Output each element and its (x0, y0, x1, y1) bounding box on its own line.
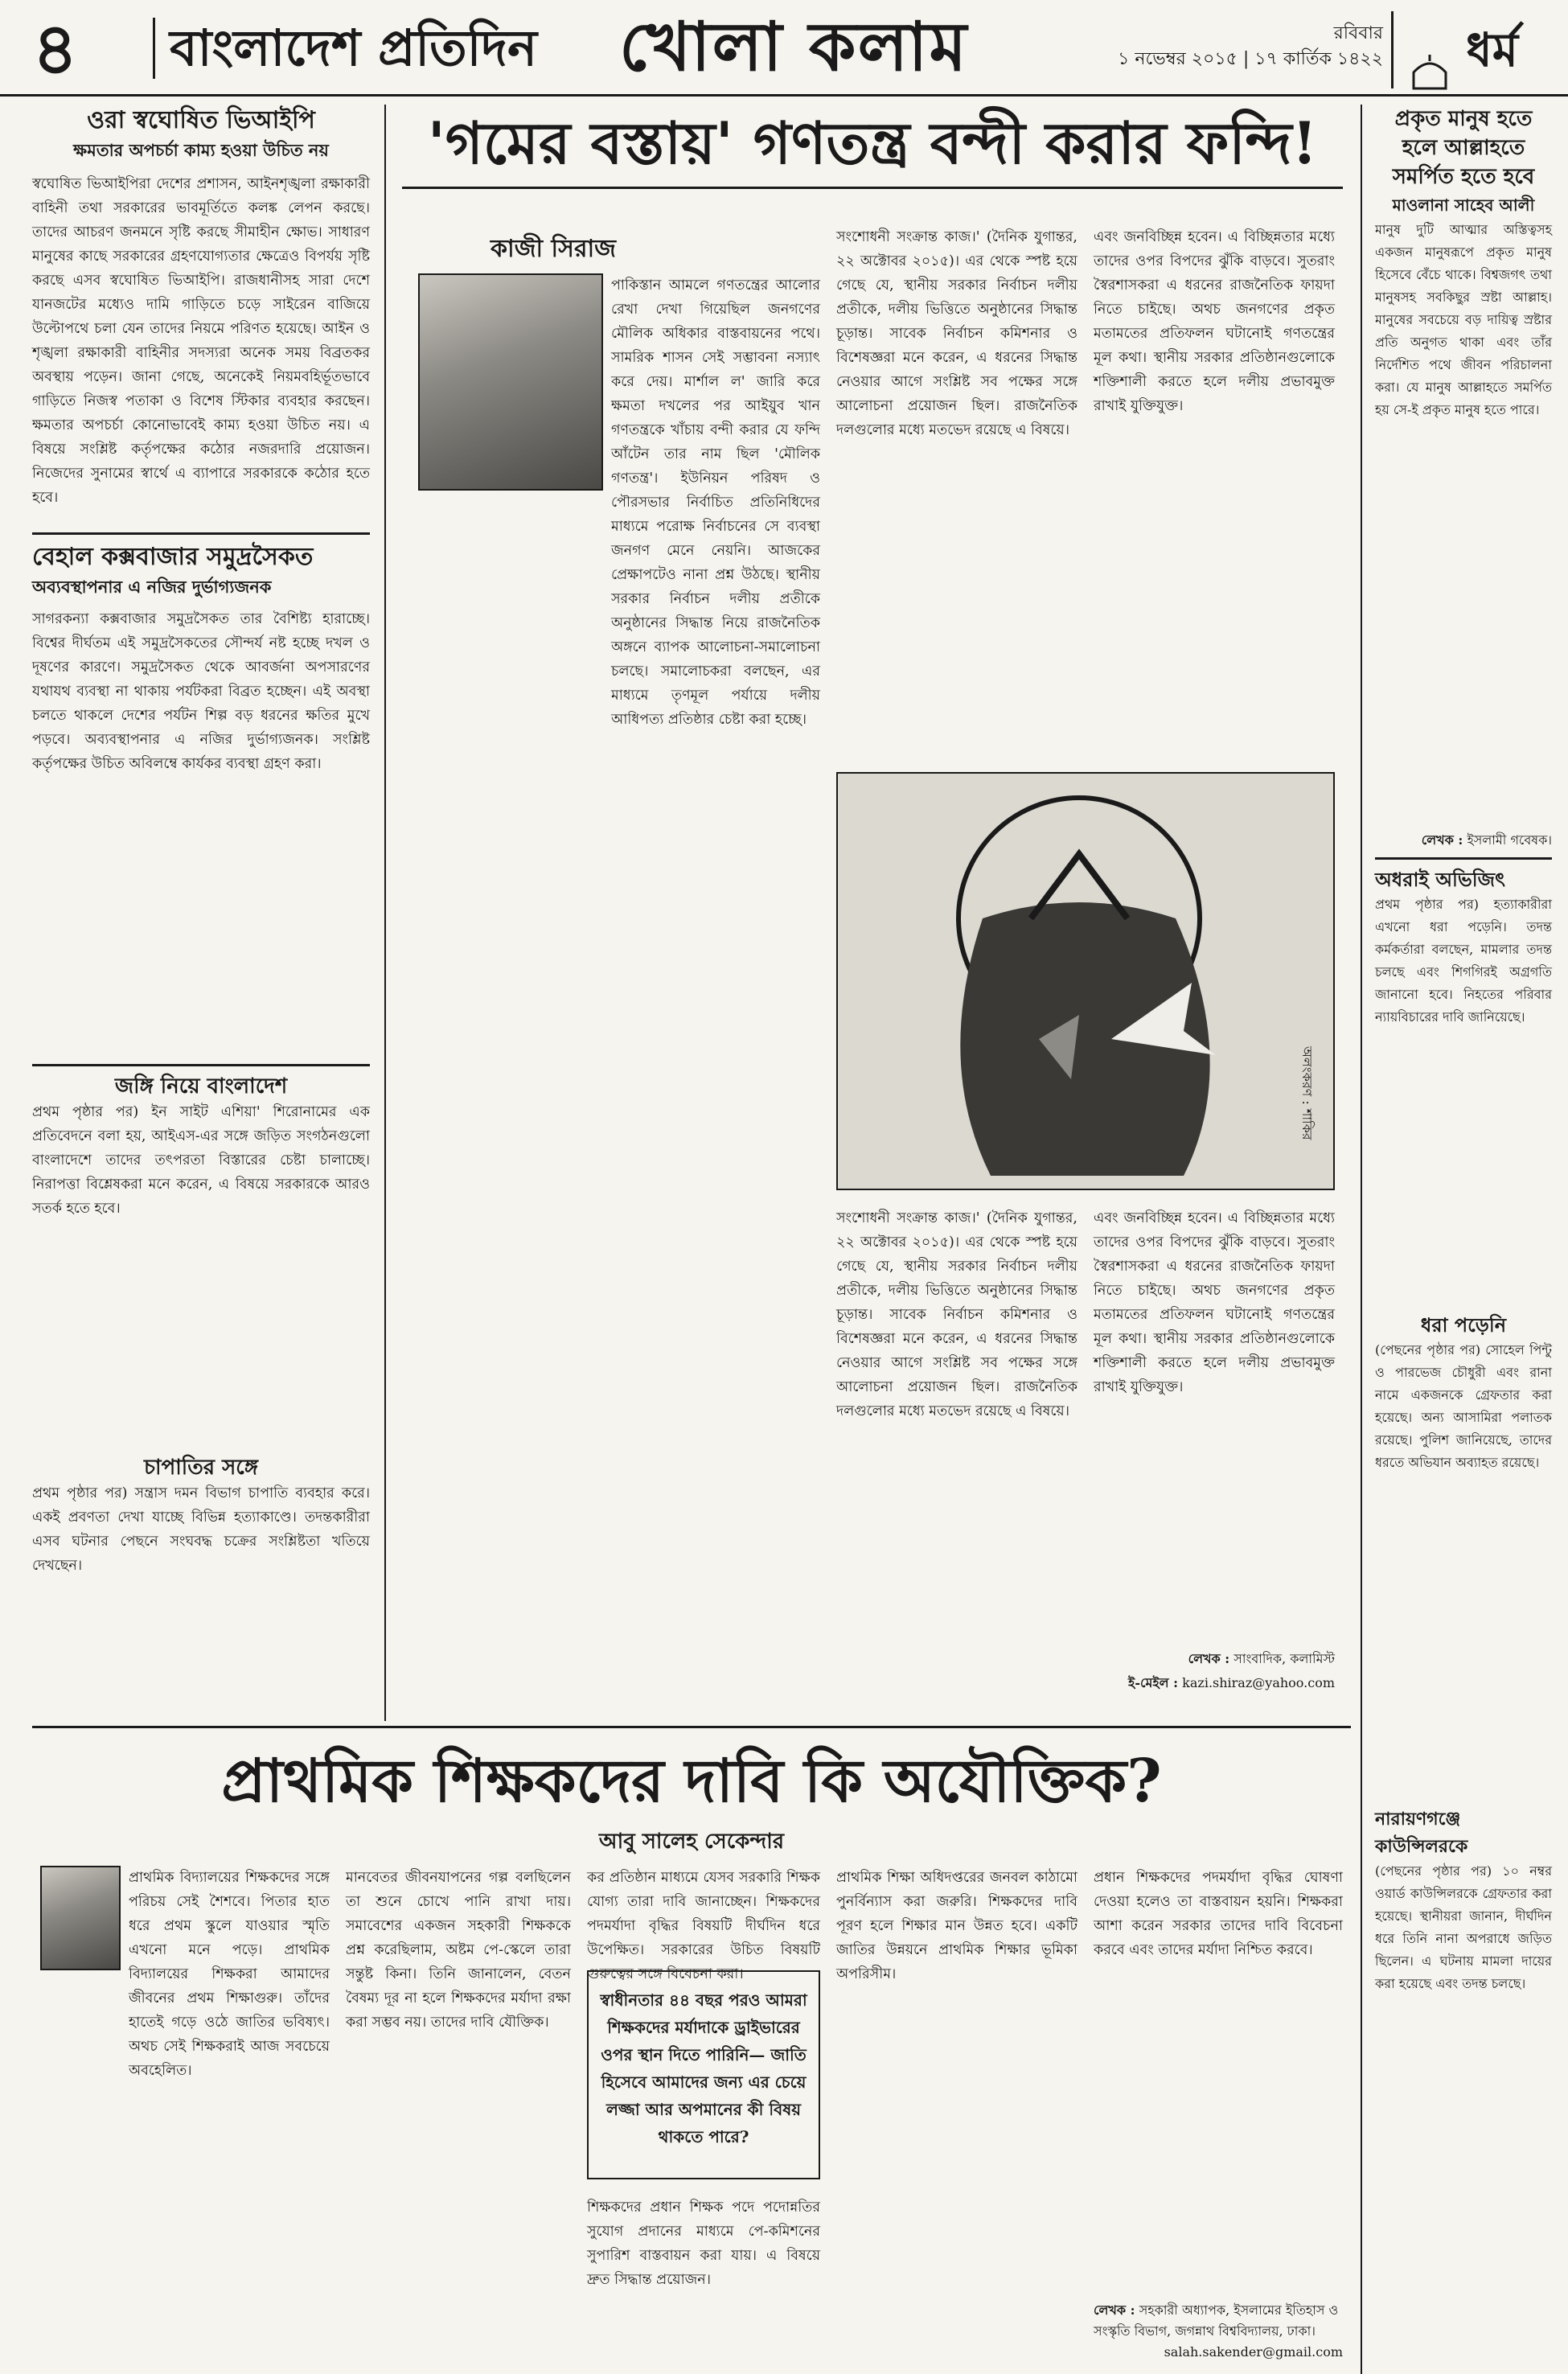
article-body: (পেছনের পৃষ্ঠার পর) ১০ নম্বর ওয়ার্ড কাউন্সিলরকে গ্রেফতার করা হয়েছে। স্থানীয়রা জানান, দীর্ঘদিন ধরে তিনি নানা অপরাধে জড়িত ছিলেন। এ ঘটনায় মামলা দায়ের করা হয়েছে এবং তদন্ত চলছে। (1375, 1863, 1552, 1991)
bottom-article (32, 1737, 1351, 2364)
article-body: কর প্রতিষ্ঠান মাধ্যমে যেসব সরকারি শিক্ষক যোগ্য তারা দাবি জানাচ্ছেন। শিক্ষকদের পদমর্যাদা বৃদ্ধির বিষয়টি দীর্ঘদিন ধরে উপেক্ষিত। সরকারের উচিত বিষয়টি গুরুত্বের সঙ্গে বিবেচনা করা। (587, 1870, 820, 1982)
article-body: মানুষ দুটি আত্মার অস্তিত্বসহ একজন মানুষরূপে প্রকৃত মানুষ হিসেবে বেঁচে থাকে। বিশ্বজগৎ তথা মানুষসহ সবকিছুর স্রষ্টা আল্লাহ। মানুষের সবচেয়ে বড় দায়িত্ব স্রষ্টার প্রতি অনুগত থাকা এবং তাঁর নির্দেশিত পথে জীবন পরিচালনা করা। যে মানুষ আল্লাহতে সমর্পিত হয় সে-ই প্রকৃত মানুষ হতে পারে। (1375, 222, 1552, 417)
newspaper-name: বাংলাদেশ প্রতিদিন (153, 18, 537, 79)
masthead (0, 0, 1568, 97)
author-footer-text: সহকারী অধ্যাপক, ইসলামের ইতিহাস ও সংস্কৃতি বিভাগ, জগন্নাথ বিশ্ববিদ্যালয়, ঢাকা। (1094, 2302, 1339, 2339)
author-footer (1375, 830, 1552, 851)
author-footer-label: লেখক : (1188, 1651, 1230, 1666)
day-label: রবিবার (1333, 23, 1383, 43)
author-footer-label: লেখক : (1421, 832, 1463, 848)
right-column (1375, 105, 1552, 2356)
article-body: পাকিস্তান আমলে গণতন্ত্রের আলোর রেখা দেখা গিয়েছিল জনগণের মৌলিক অধিকার বাস্তবায়নের পথে। সামরিক শাসন সেই সম্ভাবনা নস্যাৎ করে দেয়। মার্শাল ল' জারি করে ক্ষমতা দখলের পর আইয়ুব খান গণতন্ত্রকে খাঁচায় বন্দী করার যে ফন্দি আঁটেন তার নাম ছিল 'মৌলিক গণতন্ত্র'। ইউনিয়ন পরিষদ ও পৌরসভার নির্বাচিত প্রতিনিধিদের মাধ্যমে পরোক্ষ নির্বাচনের সে ব্যবস্থা জনগণ মেনে নেয়নি। আজকের প্রেক্ষাপটেও নানা প্রশ্ন উঠছে। স্থানীয় সরকার নির্বাচন দলীয় প্রতীকে অনুষ্ঠানের সিদ্ধান্ত নিয়ে রাজনৈতিক অঙ্গনে ব্যাপক আলোচনা-সমালোচনা চলছে। সমালোচকরা বলছেন, এর মাধ্যমে তৃণমূল পর্যায়ে দলীয় আধিপত্য প্রতিষ্ঠার চেষ্টা করা হচ্ছে। (611, 277, 820, 728)
divider (402, 187, 1343, 189)
section-brand (1391, 11, 1552, 88)
author-footer-text: ইসলামী গবেষক। (1467, 832, 1552, 848)
author-photo (40, 1866, 121, 1970)
divider (32, 1064, 370, 1066)
author-email[interactable]: salah.sakender@gmail.com (1164, 2344, 1343, 2360)
illustration-caption: অলংকরণ : শাকির (1299, 1046, 1315, 1140)
date-label: ১ নভেম্বর ২০১৫ | ১৭ কার্তিক ১৪২২ (1118, 49, 1383, 69)
article-author: আবু সালেহ সেকেন্দার (598, 1830, 785, 1854)
email-line (1029, 1673, 1335, 1694)
left-column (32, 105, 370, 1721)
article-body: প্রাথমিক শিক্ষা অধিদপ্তরের জনবল কাঠামো পুনর্বিন্যাস করা জরুরি। শিক্ষকদের দাবি পূরণ হলে শিক্ষার মান উন্নত হবে। একটি জাতির উন্নয়নে প্রাথমিক শিক্ষার ভূমিকা অপরিসীম। (836, 1870, 1077, 1982)
article-subtitle: অব্যবস্থাপনার এ নজির দুর্ভাগ্যজনক (32, 577, 272, 597)
divider (32, 532, 370, 535)
article-body: শিক্ষকদের প্রধান শিক্ষক পদে পদোন্নতির সুযোগ প্রদানের মাধ্যমে পে-কমিশনের সুপারিশ বাস্তবায়ন করা যায়। এ বিষয়ে দ্রুত সিদ্ধান্ত প্রয়োজন। (587, 2199, 820, 2288)
column-divider (1361, 105, 1362, 2374)
author-footer-text: সাংবাদিক, কলামিস্ট (1233, 1651, 1335, 1666)
column-divider (384, 105, 386, 1721)
main-article (402, 105, 1343, 1721)
article-title: নারায়ণগঞ্জে কাউন্সিলরকে (1375, 1809, 1468, 1857)
article-body: এবং জনবিচ্ছিন্ন হবেন। এ বিচ্ছিন্নতার মধ্যে তাদের ওপর বিপদের ঝুঁকি বাড়বে। সুতরাং স্বৈরশাসকরা এ ধরনের রাজনৈতিক ফায়দা নিতে চাইছে। অথচ জনগণের প্রকৃত মতামতের প্রতিফলন ঘটানোই গণতন্ত্রের মূল কথা। স্থানীয় সরকার প্রতিষ্ঠানগুলোকে শক্তিশালী করতে হলে দলীয় প্রভাবমুক্ত রাখাই যুক্তিযুক্ত। (1094, 1210, 1335, 1395)
illustration (836, 772, 1335, 1190)
article-title: অধরাই অভিজিৎ (1375, 868, 1505, 891)
article-body: সাগরকন্যা কক্সবাজার সমুদ্রসৈকত তার বৈশিষ্ট্য হারাচ্ছে। বিশ্বের দীর্ঘতম এই সমুদ্রসৈকতের সৌন্দর্য নষ্ট হচ্ছে দখল ও দূষণের কারণে। সমুদ্রসৈকত থেকে আবর্জনা অপসারণের যথাযথ ব্যবস্থা না থাকায় পর্যটকরা বিব্রত হচ্ছেন। এই অবস্থা চলতে থাকলে দেশের পর্যটন শিল্প বড় ধরনের ক্ষতির মুখে পড়বে। অব্যবস্থাপনার এ নজির দুর্ভাগ্যজনক। সংশ্লিষ্ট কর্তৃপক্ষের উচিত অবিলম্বে কার্যকর ব্যবস্থা গ্রহণ করা। (32, 611, 370, 772)
article-body: (পেছনের পৃষ্ঠার পর) সোহেল পিন্টু ও পারভেজ চৌধুরী এবং রানা নামে একজনকে গ্রেফতার করা হয়েছে। অন্য আসামিরা পলাতক রয়েছে। পুলিশ জানিয়েছে, তাদের ধরতে অভিযান অব্যাহত রয়েছে। (1375, 1342, 1552, 1470)
bottom-headline: প্রাথমিক শিক্ষকদের দাবি কি অযৌক্তিক? (221, 1747, 1162, 1816)
article-body: প্রথম পৃষ্ঠার পর) হত্যাকারীরা এখনো ধরা পড়েনি। তদন্ত কর্মকর্তারা বলছেন, মামলার তদন্ত চলছে এবং শিগগিরই অগ্রগতি জানানো হবে। নিহতের পরিবার ন্যায়বিচারের দাবি জানিয়েছে। (1375, 897, 1552, 1025)
author-footer-label: লেখক : (1094, 2302, 1135, 2318)
article-body: মানবেতর জীবনযাপনের গল্প বলছিলেন তা শুনে চোখে পানি রাখা দায়। সমাবেশের একজন সহকারী শিক্ষককে প্রশ্ন করেছিলাম, অষ্টম পে-স্কেলে তারা সন্তুষ্ট কিনা। তিনি জানালেন, বেতন বৈষম্য দূর না হলে শিক্ষকদের মর্যাদা রক্ষা করা সম্ভব নয়। তাদের দাবি যৌক্তিক। (346, 1870, 571, 2031)
article-body: প্রাথমিক বিদ্যালয়ের শিক্ষকদের সঙ্গে পরিচয় সেই শৈশবে। পিতার হাত ধরে প্রথম স্কুলে যাওয়ার স্মৃতি এখনো মনে পড়ে। প্রাথমিক বিদ্যালয়ের শিক্ষকরা আমাদের জীবনের প্রথম শিক্ষাগুরু। তাঁদের হাতেই গড়ে ওঠে জাতির ভবিষ্যৎ। অথচ সেই শিক্ষকরাই আজ সবচেয়ে অবহেলিত। (129, 1870, 330, 2079)
article-body: প্রথম পৃষ্ঠার পর) সন্ত্রাস দমন বিভাগ চাপাতি ব্যবহার করে। একই প্রবণতা দেখা যাচ্ছে বিভিন্ন হত্যাকাণ্ডে। তদন্তকারীরা এসব ঘটনার পেছনে সংঘবদ্ধ চক্রের সংশ্লিষ্টতা খতিয়ে দেখছেন। (32, 1485, 370, 1574)
divider (1375, 857, 1552, 860)
article-subtitle: ক্ষমতার অপচর্চা কাম্য হওয়া উচিত নয় (73, 140, 329, 160)
article-body: স্বঘোষিত ভিআইপিরা দেশের প্রশাসন, আইনশৃঙ্খলা রক্ষাকারী বাহিনী তথা সরকারের ভাবমূর্তিতে কলঙ্ক লেপন করছে। তাদের আচরণ জনমনে সৃষ্টি করছে সীমাহীন ক্ষোভ। সাধারণ মানুষের কাছে সরকারের গ্রহণযোগ্যতার ক্ষেত্রেও বিপর্যয় সৃষ্টি করছে এসব স্বঘোষিত ভিআইপি। রাজধানীসহ সারা দেশে যানজটের মধ্যেও দামি গাড়িতে চড়ে সাইরেন বাজিয়ে উল্টোপথে চলা যেন তাদের নিয়মে পরিণত হয়েছে। আইন ও শৃঙ্খলা রক্ষাকারী বাহিনীর সদস্যরা অনেক সময় বিব্রতকর অবস্থায় পড়েন। জানা গেছে, অনেকেই নিয়মবহির্ভূতভাবে গাড়িতে নিজস্ব পতাকা ও বিশেষ স্টিকার ব্যবহার করছেন। ক্ষমতার অপচর্চা কোনোভাবেই কাম্য হওয়া উচিত নয়। এ বিষয়ে সংশ্লিষ্ট কর্তৃপক্ষের কঠোর নজরদারি প্রয়োজন। নিজেদের সুনামের স্বার্থে এ ব্যাপারে সরকারকে কঠোর হতে হবে। (32, 176, 370, 506)
article-author: কাজী সিরাজ (491, 235, 616, 263)
article-title: ধরা পড়েনি (1420, 1313, 1507, 1337)
article-body: সংশোধনী সংক্রান্ত কাজ।' (দৈনিক যুগান্তর, ২২ অক্টোবর ২০১৫)। এর থেকে স্পষ্ট হয়ে গেছে যে, স্থানীয় সরকার নির্বাচন দলীয় প্রতীকে, দলীয় ভিত্তিতে অনুষ্ঠানের সিদ্ধান্ত চূড়ান্ত। সাবেক নির্বাচন কমিশনার ও বিশেষজ্ঞরা মনে করেন, এ ধরনের সিদ্ধান্ত নেওয়ার আগে সংশ্লিষ্ট সব পক্ষের সঙ্গে আলোচনা প্রয়োজন ছিল। রাজনৈতিক দলগুলোর মধ্যে মতভেদ রয়েছে এ বিষয়ে। (836, 1210, 1077, 1419)
article-title: ওরা স্বঘোষিত ভিআইপি (87, 106, 315, 134)
page-number: ৪ (32, 6, 79, 90)
article-author: মাওলানা সাহেব আলী (1392, 195, 1535, 215)
author-footer (1094, 2300, 1343, 2342)
author-footer (1094, 1649, 1335, 1670)
article-title: বেহাল কক্সবাজার সমুদ্রসৈকত (32, 543, 314, 571)
pull-quote: স্বাধীনতার ৪৪ বছর পরও আমরা শিক্ষকদের মর্যাদাকে ড্রাইভারের ওপর স্থান দিতে পারিনি— জাতি হিসেবে আমাদের জন্য এর চেয়ে লজ্জা আর অপমানের কী বিষয় থাকতে পারে? (587, 1970, 820, 2179)
divider (32, 1726, 1351, 1728)
article-body: সংশোধনী সংক্রান্ত কাজ।' (দৈনিক যুগান্তর, ২২ অক্টোবর ২০১৫)। এর থেকে স্পষ্ট হয়ে গেছে যে, স্থানীয় সরকার নির্বাচন দলীয় প্রতীকে, দলীয় ভিত্তিতে অনুষ্ঠানের সিদ্ধান্ত চূড়ান্ত। সাবেক নির্বাচন কমিশনার ও বিশেষজ্ঞরা মনে করেন, এ ধরনের সিদ্ধান্ত নেওয়ার আগে সংশ্লিষ্ট সব পক্ষের সঙ্গে আলোচনা প্রয়োজন ছিল। রাজনৈতিক দলগুলোর মধ্যে মতভেদ রয়েছে এ বিষয়ে। (836, 229, 1077, 438)
date-block (1118, 21, 1383, 72)
article-body: এবং জনবিচ্ছিন্ন হবেন। এ বিচ্ছিন্নতার মধ্যে তাদের ওপর বিপদের ঝুঁকি বাড়বে। সুতরাং স্বৈরশাসকরা এ ধরনের রাজনৈতিক ফায়দা নিতে চাইছে। অথচ জনগণের প্রকৃত মতামতের প্রতিফলন ঘটানোই গণতন্ত্রের মূল কথা। স্থানীয় সরকার প্রতিষ্ঠানগুলোকে শক্তিশালী করতে হলে দলীয় প্রভাবমুক্ত রাখাই যুক্তিযুক্ত। (1094, 229, 1335, 414)
article-body: প্রথম পৃষ্ঠার পর) ইন সাইট এশিয়া' শিরোনামের এক প্রতিবেদনে বলা হয়, আইএস-এর সঙ্গে জড়িত সংগঠনগুলো বাংলাদেশে তাদের তৎপরতা বিস্তারের চেষ্টা চালাচ্ছে। নিরাপত্তা বিশ্লেষকরা মনে করেন, এ বিষয়ে সরকারকে আরও সতর্ক হতে হবে। (32, 1104, 370, 1217)
author-photo (418, 273, 603, 491)
sack-illustration-icon (838, 774, 1333, 1189)
article-title: চাপাতির সঙ্গে (144, 1456, 258, 1480)
article-body: প্রধান শিক্ষকদের পদমর্যাদা বৃদ্ধির ঘোষণা দেওয়া হলেও তা বাস্তবায়ন হয়নি। শিক্ষকরা আশা করেন সরকার তাদের দাবি বিবেচনা করবে এবং তাদের মর্যাদা নিশ্চিত করবে। (1094, 1870, 1343, 1958)
email-label: ই-মেইল : (1128, 1675, 1179, 1690)
author-email[interactable]: kazi.shiraz@yahoo.com (1182, 1675, 1335, 1690)
mosque-icon (1410, 35, 1450, 72)
main-headline: 'গমের বস্তায়' গণতন্ত্র বন্দী করার ফন্দি! (427, 109, 1318, 177)
article-title: জঙ্গি নিয়ে বাংলাদেশ (114, 1074, 288, 1099)
brand-label: ধর্ম (1466, 23, 1518, 77)
section-title: খোলা কলাম (619, 6, 969, 86)
article-title: প্রকৃত মানুষ হতে হলে আল্লাহতে সমর্পিত হতে হবে (1392, 107, 1535, 189)
